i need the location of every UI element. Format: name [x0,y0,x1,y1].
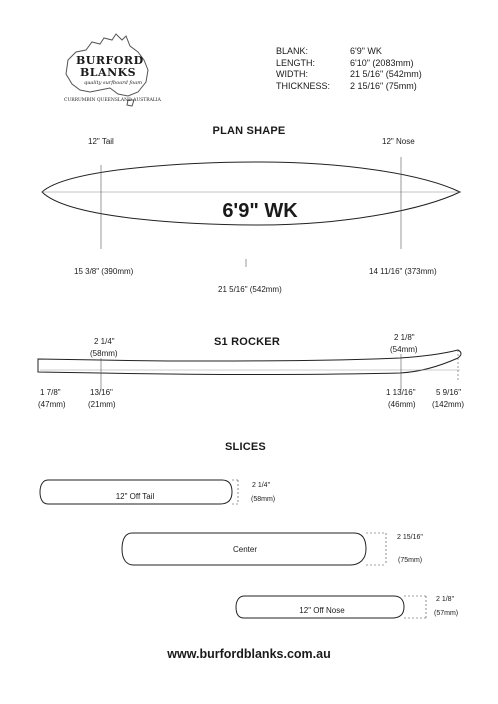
rocker-nose-value: 5 9/16" [436,388,462,397]
rocker-nose12-value-mm: (46mm) [388,400,416,409]
website-link[interactable]: www.burfordblanks.com.au [167,647,331,661]
rocker-nose-thickness: 2 1/8" [394,333,415,342]
logo [58,30,161,112]
rocker-nose-thickness-mm: (54mm) [390,345,418,354]
spec-row [276,46,422,58]
board-name: 6'9" WK [222,200,298,222]
tail-width-label: 15 3/8" (390mm) [74,267,134,276]
spec-table [276,46,422,92]
spec-value: 6'10" (2083mm) [350,57,414,68]
rocker-nose-value-mm: (142mm) [432,400,465,409]
spec-value: 2 15/16" (75mm) [350,80,417,91]
logo-tagline: quality surfboard foam [84,80,143,86]
spec-label: WIDTH: [276,69,308,79]
slice-center-label: Center [232,545,257,554]
slice-nose-thickness-mm: (57mm) [434,610,459,617]
rocker-tail-value-mm: (47mm) [38,400,66,409]
rocker-nose12-value: 1 13/16" [386,388,416,397]
tail-marker-label: 12" Tail [88,137,114,146]
spec-label: LENGTH: [276,57,316,68]
spec-label: BLANK: [276,46,309,56]
rocker-tail-thickness: 2 1/4" [94,337,115,346]
plan-shape-title: PLAN SHAPE [212,125,286,137]
spec-label: THICKNESS: [276,80,331,91]
rocker-profile [0,350,498,390]
logo-brand-line2: BLANKS [80,66,137,79]
rocker-tail-value: 1 7/8" [40,388,61,397]
slice-nose-thickness: 2 1/8" [436,596,455,603]
slices-title: SLICES [225,441,266,453]
spec-value: 6'9" WK [350,46,382,56]
logo-brand-line1: BURFORD [76,54,144,67]
slice-tail-label: 12" Off Tail [115,492,155,501]
rocker-tail12-value-mm: (21mm) [88,400,116,409]
rocker-title: S1 ROCKER [214,336,280,348]
slice-tail-thickness: 2 1/4" [252,482,271,489]
slice-tail-thickness-mm: (58mm) [251,496,276,503]
nose-marker-label: 12" Nose [382,137,415,146]
logo-region: CURRUMBIN QUEENSLAND AUSTRALIA [64,98,161,103]
center-width-label: 21 5/16" (542mm) [218,285,282,294]
rocker-tail12-value: 13/16" [90,388,113,397]
nose-width-label: 14 11/16" (373mm) [369,267,437,276]
rocker-tail-thickness-mm: (58mm) [90,349,118,358]
spec-row [276,58,422,70]
slice-nose-label: 12" Off Nose [299,606,345,615]
slice-center-thickness: 2 15/16" [397,534,423,541]
spec-row [276,81,422,93]
slice-center-thickness-mm: (75mm) [398,557,423,564]
spec-row [276,69,422,81]
spec-value: 21 5/16" (542mm) [350,69,422,79]
